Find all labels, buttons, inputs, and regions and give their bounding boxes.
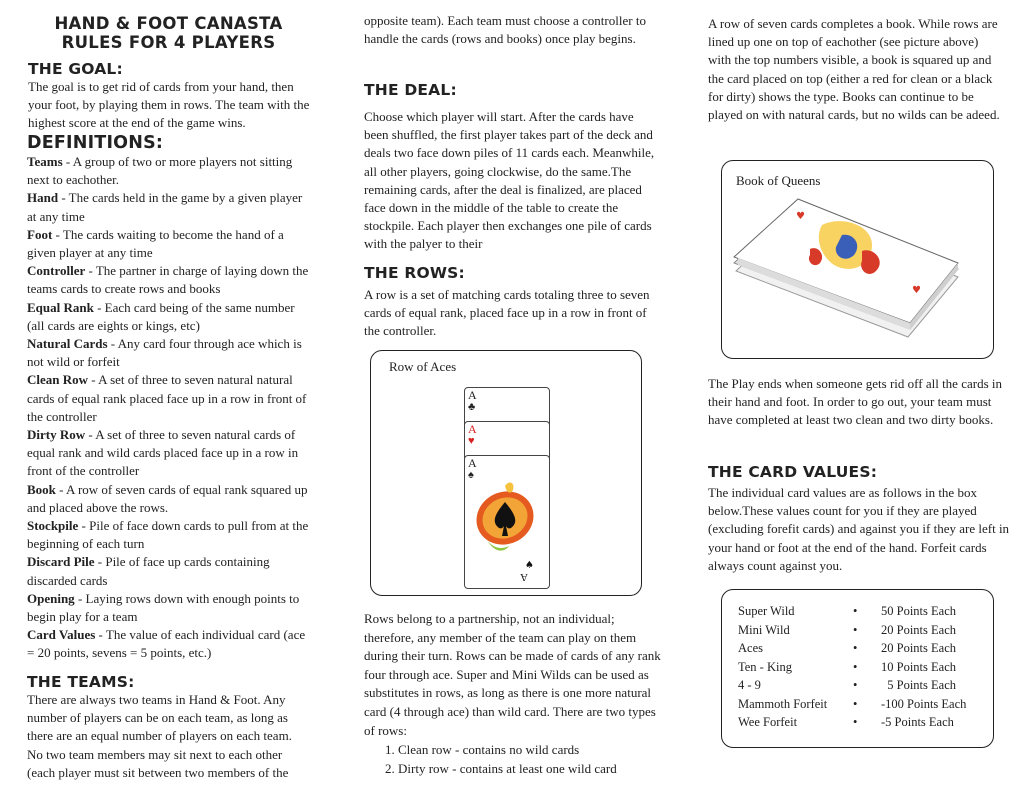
definition-term: Hand	[27, 190, 59, 206]
card-value-name: Mammoth Forfeit	[738, 696, 828, 711]
card-value-row	[738, 676, 966, 695]
rows-text: A row is a set of matching cards totaling three to seven cards of equal rank, placed face up in a row in front of the controller.	[364, 287, 650, 339]
definition-description: - A set of three to seven natural natural cards of equal rank placed face up in a row in front of the controller	[27, 372, 307, 424]
card-value-points: 5 Points Each	[881, 678, 956, 692]
card-values-text: The individual card values are as follows in the box below.These values count for you if they are played (excluding forefit cards) and against you if they are left in your hand or foot at the end of the hand. Forfeit cards always count against you.	[708, 485, 1010, 573]
teams-text-continued: opposite team). Each team must choose a controller to handle the cards (rows and books) once play begins.	[364, 13, 646, 47]
definition-description: - A group of two or more players not sitting next to eachother.	[27, 154, 293, 188]
card-rank: A	[468, 456, 477, 470]
definition-description: - The cards held in the game by a given player at any time	[27, 190, 303, 224]
heart-icon: ♥	[468, 435, 475, 447]
bullet-icon: •	[853, 696, 858, 711]
ace-of-spades-art	[465, 456, 549, 588]
definition-item	[27, 426, 310, 481]
deal-text: Choose which player will start. After the cards have been shuffled, the first player takes part of the deck and deals two face down piles of 11 cards each. Meanwhile, all other players, going clockwise, do the same.The remaining cards, after the deal is finalized, are placed face down in the middle of the table to create the stockpile. Each player then exchanges one pile of cards with the palyer to their	[364, 109, 655, 252]
card-values-rows	[738, 602, 966, 732]
rows-heading: THE ROWS:	[364, 264, 465, 282]
definition-term: Book	[27, 481, 56, 497]
rows-text-2: Rows belong to a partnership, not an individual; therefore, any member of the team can play on them during their turn. Rows can be made of cards of any rank four through ace. Super and Mini Wilds can be used as substitutes in rows, as long as there is one more natural card (4 through ace) than wild card. There are two types of rows:	[364, 611, 661, 738]
teams-heading: THE TEAMS:	[27, 673, 135, 691]
definition-term: Opening	[27, 590, 75, 606]
play-end-text: The Play ends when someone gets rid off all the cards in their hand and foot. In order to go out, your team must have completed at least two clean and two dirty books.	[708, 376, 1002, 428]
definition-description: - Laying rows down with enough points to begin play for a team	[27, 590, 300, 625]
definition-term: Equal Rank	[27, 299, 94, 315]
definitions-list	[27, 153, 310, 663]
spade-icon: ♠	[468, 469, 474, 481]
definition-description: - The partner in charge of laying down the teams cards to create rows and books	[27, 263, 309, 297]
definition-description: - Each card being of the same number (all cards are eights or kings, etc)	[27, 299, 295, 333]
definition-item	[27, 517, 310, 553]
card-rank: A	[468, 422, 477, 436]
rows-details	[364, 610, 664, 778]
definitions-section	[27, 133, 310, 663]
definition-description: - A row of seven cards of equal rank squared up and placed above the rows.	[27, 481, 308, 515]
card-values-section	[708, 463, 1014, 575]
card-value-name: Ten - King	[738, 659, 792, 674]
card-value-points: -5 Points Each	[881, 715, 954, 729]
definition-item	[27, 299, 310, 335]
row-of-aces-label: Row of Aces	[389, 359, 457, 374]
card-value-row	[738, 695, 966, 714]
card-value-row	[738, 639, 966, 658]
club-icon: ♣	[468, 401, 476, 413]
definition-item	[27, 226, 310, 262]
title-line-1: HAND & FOOT CANASTA	[54, 14, 283, 33]
card-value-points: 50 Points Each	[881, 604, 956, 618]
definition-description: - The cards waiting to become the hand of a given player at any time	[27, 226, 284, 261]
card-values-heading: THE CARD VALUES:	[708, 463, 878, 481]
page-title	[27, 14, 310, 52]
card-value-points: 20 Points Each	[881, 641, 956, 655]
definition-description: - Pile of face up cards containing discarded cards	[27, 554, 270, 588]
svg-text:♠: ♠	[525, 560, 534, 571]
book-of-queens-figure	[721, 160, 994, 359]
svg-text:A: A	[520, 571, 528, 583]
definition-item	[27, 481, 310, 517]
definition-term: Foot	[27, 226, 53, 242]
card-value-row	[738, 658, 966, 677]
deal-section	[364, 81, 656, 254]
definition-item	[27, 553, 310, 589]
card-value-name: Mini Wild	[738, 622, 790, 637]
deal-heading: THE DEAL:	[364, 81, 457, 99]
card-value-row	[738, 713, 966, 732]
bullet-icon: •	[853, 622, 858, 637]
bullet-icon: •	[853, 604, 858, 618]
teams-section	[27, 673, 310, 782]
definition-description: - Any card four through ace which is not wild or forfeit	[27, 336, 302, 370]
card-rank: A	[468, 388, 477, 402]
bullet-icon: •	[853, 678, 858, 692]
definition-description: - The value of each individual card (ace = 20 points, sevens = 5 points, etc.)	[27, 627, 306, 661]
definition-item	[27, 335, 310, 371]
definition-item	[27, 626, 310, 662]
definition-term: Stockpile	[27, 518, 79, 534]
definition-item	[27, 590, 310, 626]
bullet-icon: •	[853, 641, 858, 655]
book-of-queens-art	[722, 161, 993, 358]
bullet-icon: •	[853, 659, 858, 674]
definition-term: Natural Cards	[27, 336, 108, 352]
card-value-name: 4 - 9	[738, 678, 761, 692]
card-value-name: Super Wild	[738, 604, 795, 618]
goal-heading: THE GOAL:	[28, 60, 123, 78]
row-types-list	[385, 740, 664, 778]
teams-text: There are always two teams in Hand & Foot. Any number of players can be on each team, as long as there are an equal number of players on each team. No two team members may sit next to each other (each player must sit between two members of the	[27, 692, 292, 780]
row-type-clean: 1. Clean row - contains no wild cards	[385, 742, 580, 758]
card-value-row	[738, 602, 966, 621]
goal-section	[28, 60, 311, 133]
definition-description: - A set of three to seven natural cards of equal rank and wild cards placed face up in a row in front of the controller	[27, 427, 299, 479]
card-value-points: 20 Points Each	[881, 622, 956, 637]
definition-term: Controller	[27, 263, 86, 279]
card-value-name: Wee Forfeit	[738, 715, 798, 729]
definition-item	[27, 371, 310, 426]
definition-item	[27, 189, 310, 225]
definition-term: Teams	[27, 154, 63, 169]
card-value-points: 10 Points Each	[881, 659, 956, 674]
definition-item	[27, 262, 310, 298]
row-of-aces-figure	[370, 350, 642, 596]
books-text: A row of seven cards completes a book. While rows are lined up one on top of eachother (see picture above) with the top numbers visible, a book is squared up and the card placed on top (either a red for clean or a black for dirty) shows the type. Books can continue to be played on with natural cards, but no wilds can be adeed.	[708, 16, 1000, 123]
card-ace-spades	[464, 455, 550, 589]
card-value-name: Aces	[738, 641, 763, 655]
definition-term: Clean Row	[27, 372, 89, 388]
card-values-table	[721, 589, 994, 748]
row-type-dirty: 2. Dirty row - contains at least one wild card	[385, 761, 617, 777]
bullet-icon: •	[853, 715, 858, 729]
book-of-queens-label: Book of Queens	[736, 173, 821, 188]
definition-description: - Pile of face down cards to pull from at the beginning of each turn	[27, 518, 309, 552]
title-line-2: RULES FOR 4 PLAYERS	[61, 33, 276, 52]
definitions-heading: DEFINITIONS:	[27, 133, 164, 153]
card-value-points: -100 Points Each	[881, 696, 967, 711]
rows-section	[364, 264, 656, 341]
definition-item	[27, 153, 310, 189]
goal-text: The goal is to get rid of cards from your hand, then your foot, by playing them in rows. The team with the highest score at the end of the game wins.	[28, 79, 310, 131]
definition-term: Dirty Row	[27, 427, 86, 443]
svg-text:♥: ♥	[912, 285, 921, 296]
svg-text:♥: ♥	[796, 211, 805, 222]
definition-term: Discard Pile	[27, 554, 95, 570]
definition-term: Card Values	[27, 627, 96, 643]
card-value-row	[738, 621, 966, 640]
